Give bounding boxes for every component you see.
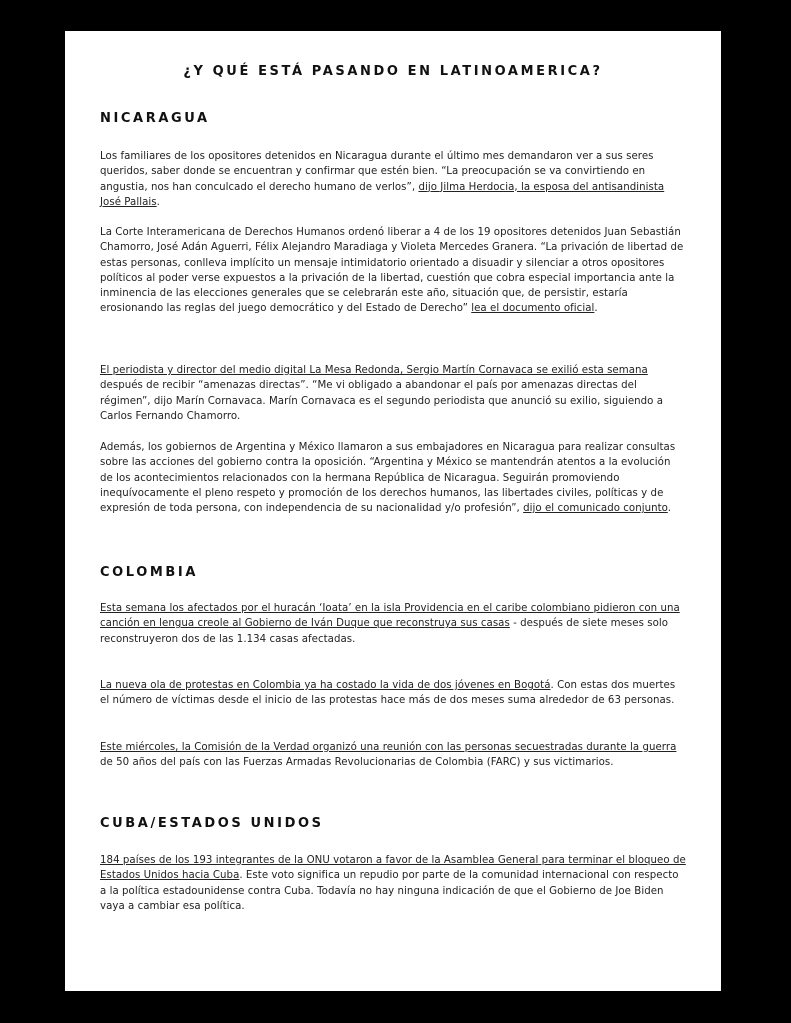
- paragraph-text: La Corte Interamericana de Derechos Humanos ordenó liberar a 4 de los 19 opositores detenidos Juan Sebastián Chamorro, José Adán Aguerri, Félix Alejandro Maradiaga y Violeta Mercedes Granera. “La privación de libertad de estas personas, conlleva implícito un mensaje intimidatorio orientado a disuadir y silenciar a otros opositores políticos al poder verse expuestos a la privación de la libertad, cuestión que cobra especial importancia ante la inminencia de las elecciones generales que se celebrarán este año, situación que, de persistir, estaría erosionando las reglas del juego democrático y del Estado de Derecho”: [100, 227, 684, 315]
- paragraph-link[interactable]: lea el documento oficial: [471, 303, 595, 315]
- paragraph: [100, 601, 686, 647]
- paragraph-link[interactable]: La nueva ola de protestas en Colombia ya ha costado la vida de dos jóvenes en Bogotá: [100, 680, 551, 691]
- paragraph-text: de 50 años del país con las Fuerzas Armadas Revolucionarias de Colombia (FARC) y sus victimarios.: [100, 757, 614, 769]
- paragraph-text: . Este voto significa un repudio por parte de la comunidad internacional con respecto a la política estadounidense contra Cuba. Todavía no hay ninguna indicación de que el Gobierno de Joe Biden vaya a cambiar esa política.: [100, 870, 679, 912]
- paragraph-text: .: [667, 503, 672, 515]
- paragraph: [100, 678, 686, 709]
- paragraph-text: Los familiares de los opositores detenidos en Nicaragua durante el último mes demandaron ver a sus seres queridos, saber donde se encuentran y confirmar que estén bien. “La preocupación se va convirtiendo en angustia, nos han conculcado el derecho humano de verlos”,: [100, 151, 654, 193]
- paragraph: [100, 225, 686, 317]
- document-page: [65, 31, 721, 991]
- paragraph-text: .: [156, 196, 160, 208]
- paragraph-link[interactable]: dijo el comunicado conjunto: [523, 503, 668, 515]
- page-title: ¿Y QUÉ ESTÁ PASANDO EN LATINOAMERICA?: [183, 64, 603, 79]
- paragraph-text: después de recibir “amenazas directas”. “Me vi obligado a abandonar el país por amenazas directas del régimen”, dijo Marín Cornavaca. Marín Cornavaca es el segundo periodista que anunció su exilio, siguiendo a Carlos Fernando Chamorro.: [100, 380, 664, 422]
- paragraph-text: Además, los gobiernos de Argentina y México llamaron a sus embajadores en Nicaragua para realizar consultas sobre las acciones del gobierno contra la oposición. “Argentina y México se mantendrán atentos a la evolución de los acontecimientos relacionados con la hermana República de Nicaragua. Seguirán promoviendo inequívocamente el pleno respeto y promoción de los derechos humanos, las libertades civiles, políticas y de expresión de toda persona, con independencia de su nacionalidad y/o profesión”,: [100, 442, 676, 515]
- section-heading-nicaragua: NICARAGUA: [100, 111, 210, 126]
- paragraph: [100, 853, 686, 914]
- paragraph-link[interactable]: 184 países de los 193 integrantes de la ONU votaron a favor de la Asamblea General para terminar el bloqueo de Estados Unidos hacia Cuba: [100, 855, 686, 882]
- paragraph-link[interactable]: dijo Jilma Herdocia, la esposa del antisandinista José Pallais: [100, 181, 665, 208]
- paragraph-link[interactable]: Esta semana los afectados por el huracán ‘Ioata’ en la isla Providencia en el caribe colombiano pidieron con una canción en lengua creole al Gobierno de Iván Duque que reconstruya sus casas: [100, 603, 680, 630]
- paragraph-text: - después de siete meses solo reconstruyeron dos de las 1.134 casas afectadas.: [100, 618, 669, 645]
- paragraph: [100, 740, 686, 771]
- paragraph: [100, 440, 686, 516]
- paragraph: [100, 149, 686, 210]
- paragraph: [100, 363, 686, 424]
- paragraph-link[interactable]: Este miércoles, la Comisión de la Verdad organizó una reunión con las personas secuestradas durante la guerra: [100, 742, 677, 753]
- section-heading-colombia: COLOMBIA: [100, 565, 199, 580]
- section-heading-cuba-estados-unidos: CUBA/ESTADOS UNIDOS: [100, 816, 324, 831]
- paragraph-text: . Con estas dos muertes el número de víctimas desde el inicio de las protestas hace más de dos meses suma alrededor de 63 personas.: [100, 680, 676, 707]
- paragraph-link[interactable]: El periodista y director del medio digital La Mesa Redonda, Sergio Martín Cornavaca se exilió esta semana: [100, 365, 648, 376]
- paragraph-text: .: [594, 303, 598, 315]
